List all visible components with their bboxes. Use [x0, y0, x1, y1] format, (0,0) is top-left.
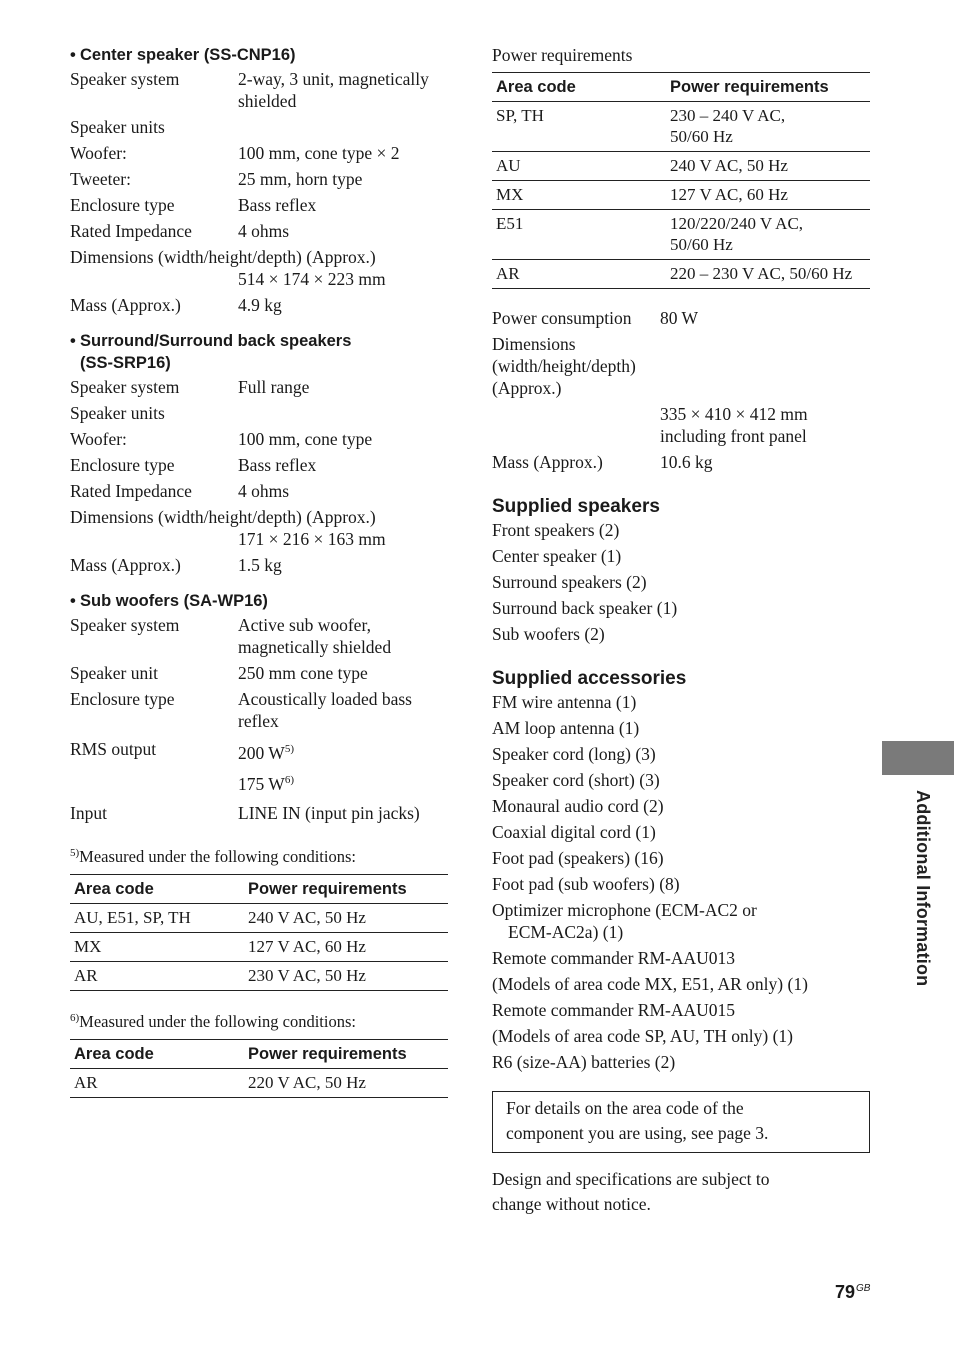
list-item: Surround back speaker (1)	[492, 598, 678, 618]
spec-row: Mass (Approx.) 4.9 kg	[70, 295, 282, 315]
spec-row: RMS output 200 W$^{5)}$ 175 W$^{6)}$	[70, 739, 294, 794]
list-item: Monaural audio cord (2)	[492, 796, 664, 816]
footnote-6: $^{6)}$Measured under the following conditions:	[70, 1012, 356, 1031]
subwoofer-heading: • Sub woofers (SA-WP16)	[70, 592, 268, 610]
list-item: Foot pad (speakers) (16)	[492, 848, 664, 868]
list-item: Surround speakers (2)	[492, 572, 647, 592]
list-item: Coaxial digital cord (1)	[492, 822, 656, 842]
list-item: Front speakers (2)	[492, 520, 620, 540]
center-speaker-heading: • Center speaker (SS-CNP16)	[70, 46, 296, 64]
surround-speaker-heading: • Surround/Surround back speakers (SS-SRP16)	[70, 332, 352, 372]
supplied-accessories-title: Supplied accessories	[492, 668, 687, 689]
footnote-5: $^{5)}$Measured under the following conditions:	[70, 847, 356, 866]
spec-row: Rated Impedance 4 ohms	[70, 481, 290, 501]
list-item: (Models of area code SP, AU, TH only) (1)	[492, 1026, 794, 1046]
spec-row: Speaker system Full range	[70, 377, 310, 397]
list-item: Remote commander RM-AAU015	[492, 1000, 736, 1020]
spec-row: Speaker units	[70, 117, 165, 137]
bullet: •	[70, 592, 76, 610]
spec-value: 171 × 216 × 163 mm	[238, 529, 386, 549]
list-item: Sub woofers (2)	[492, 624, 605, 644]
table-row: AR 220 V AC, 50 Hz	[70, 1069, 448, 1098]
table-row: AU 240 V AC, 50 Hz	[492, 152, 870, 181]
spec-row: Rated Impedance 4 ohms	[70, 221, 290, 241]
bullet: •	[70, 332, 76, 350]
spec-row: Power consumption 80 W	[492, 308, 699, 328]
spec-row: Dimensions (width/height/depth) (Approx.)	[70, 247, 376, 267]
table-row: AU, E51, SP, TH 240 V AC, 50 Hz	[70, 904, 448, 933]
page-number: $79^{GB}$	[835, 1282, 871, 1302]
right-column	[492, 44, 870, 1217]
list-item: R6 (size-AA) batteries (2)	[492, 1052, 676, 1072]
table-row: MX 127 V AC, 60 Hz	[70, 933, 448, 962]
spec-row: Speaker units	[70, 403, 165, 423]
list-item: (Models of area code MX, E51, AR only) (1)	[492, 974, 808, 994]
list-item: AM loop antenna (1)	[492, 718, 640, 738]
section-label: Additional Information	[913, 790, 933, 987]
spec-row: Tweeter: 25 mm, horn type	[70, 169, 363, 189]
spec-value: 514 × 174 × 223 mm	[238, 269, 386, 289]
list-item: Foot pad (sub woofers) (8)	[492, 874, 680, 894]
list-item: Center speaker (1)	[492, 546, 622, 566]
footnote-6-table: Area code Power requirements AR 220 V AC, 50 Hz	[70, 1039, 448, 1098]
spec-value: 335 × 410 × 412 mm including front panel	[660, 404, 808, 446]
bullet: •	[70, 46, 76, 64]
spec-row: Dimensions (width/height/depth) (Approx.)	[492, 334, 636, 398]
spec-row: Speaker system 2-way, 3 unit, magnetically shielded	[70, 69, 429, 111]
table-row: E51 120/220/240 V AC, 50/60 Hz	[492, 210, 870, 260]
table-row: MX 127 V AC, 60 Hz	[492, 181, 870, 210]
list-item: Remote commander RM-AAU013	[492, 948, 736, 968]
list-item: Optimizer microphone (ECM-AC2 or ECM-AC2a) (1)	[492, 900, 757, 942]
power-requirements-table: Area code Power requirements SP, TH 230 – 240 V AC, 50/60 Hz AU 240 V AC, 50 Hz MX 127 V AC, 60 Hz E51 120/220/240 V AC, 50/60 Hz AR 220 – 230 V AC, 50/60 Hz	[492, 72, 870, 289]
spec-row: Mass (Approx.) 10.6 kg	[492, 452, 713, 472]
spec-row: Input LINE IN (input pin jacks)	[70, 803, 420, 823]
table-row: SP, TH 230 – 240 V AC, 50/60 Hz	[492, 102, 870, 152]
spec-row: Woofer: 100 mm, cone type × 2	[70, 143, 400, 163]
footnote-5-table: Area code Power requirements AU, E51, SP, TH 240 V AC, 50 Hz MX 127 V AC, 60 Hz AR 230 V AC, 50 Hz	[70, 874, 448, 991]
spec-row: Woofer: 100 mm, cone type	[70, 429, 373, 449]
spec-row: Dimensions (width/height/depth) (Approx.)	[70, 507, 376, 527]
table-row: AR 230 V AC, 50 Hz	[70, 962, 448, 991]
left-column	[70, 44, 448, 1098]
spec-row: Speaker system Active sub woofer, magnetically shielded	[70, 615, 392, 657]
supplied-speakers-title: Supplied speakers	[492, 496, 660, 517]
area-code-notice: For details on the area code of the component you are using, see page 3.	[492, 1091, 870, 1153]
power-caption: Power requirements	[492, 45, 633, 65]
list-item: FM wire antenna (1)	[492, 692, 637, 712]
list-item: Speaker cord (long) (3)	[492, 744, 656, 764]
spec-row: Mass (Approx.) 1.5 kg	[70, 555, 282, 575]
section-tab	[882, 741, 954, 775]
table-row: AR 220 – 230 V AC, 50/60 Hz	[492, 260, 870, 289]
closing-note: Design and specifications are subject to change without notice.	[492, 1169, 770, 1214]
list-item: Speaker cord (short) (3)	[492, 770, 660, 790]
spec-row: Speaker unit 250 mm cone type	[70, 663, 368, 683]
spec-row: Enclosure type Bass reflex	[70, 455, 317, 475]
spec-row: Enclosure type Bass reflex	[70, 195, 317, 215]
spec-row: Enclosure type Acoustically loaded bass reflex	[70, 689, 412, 731]
